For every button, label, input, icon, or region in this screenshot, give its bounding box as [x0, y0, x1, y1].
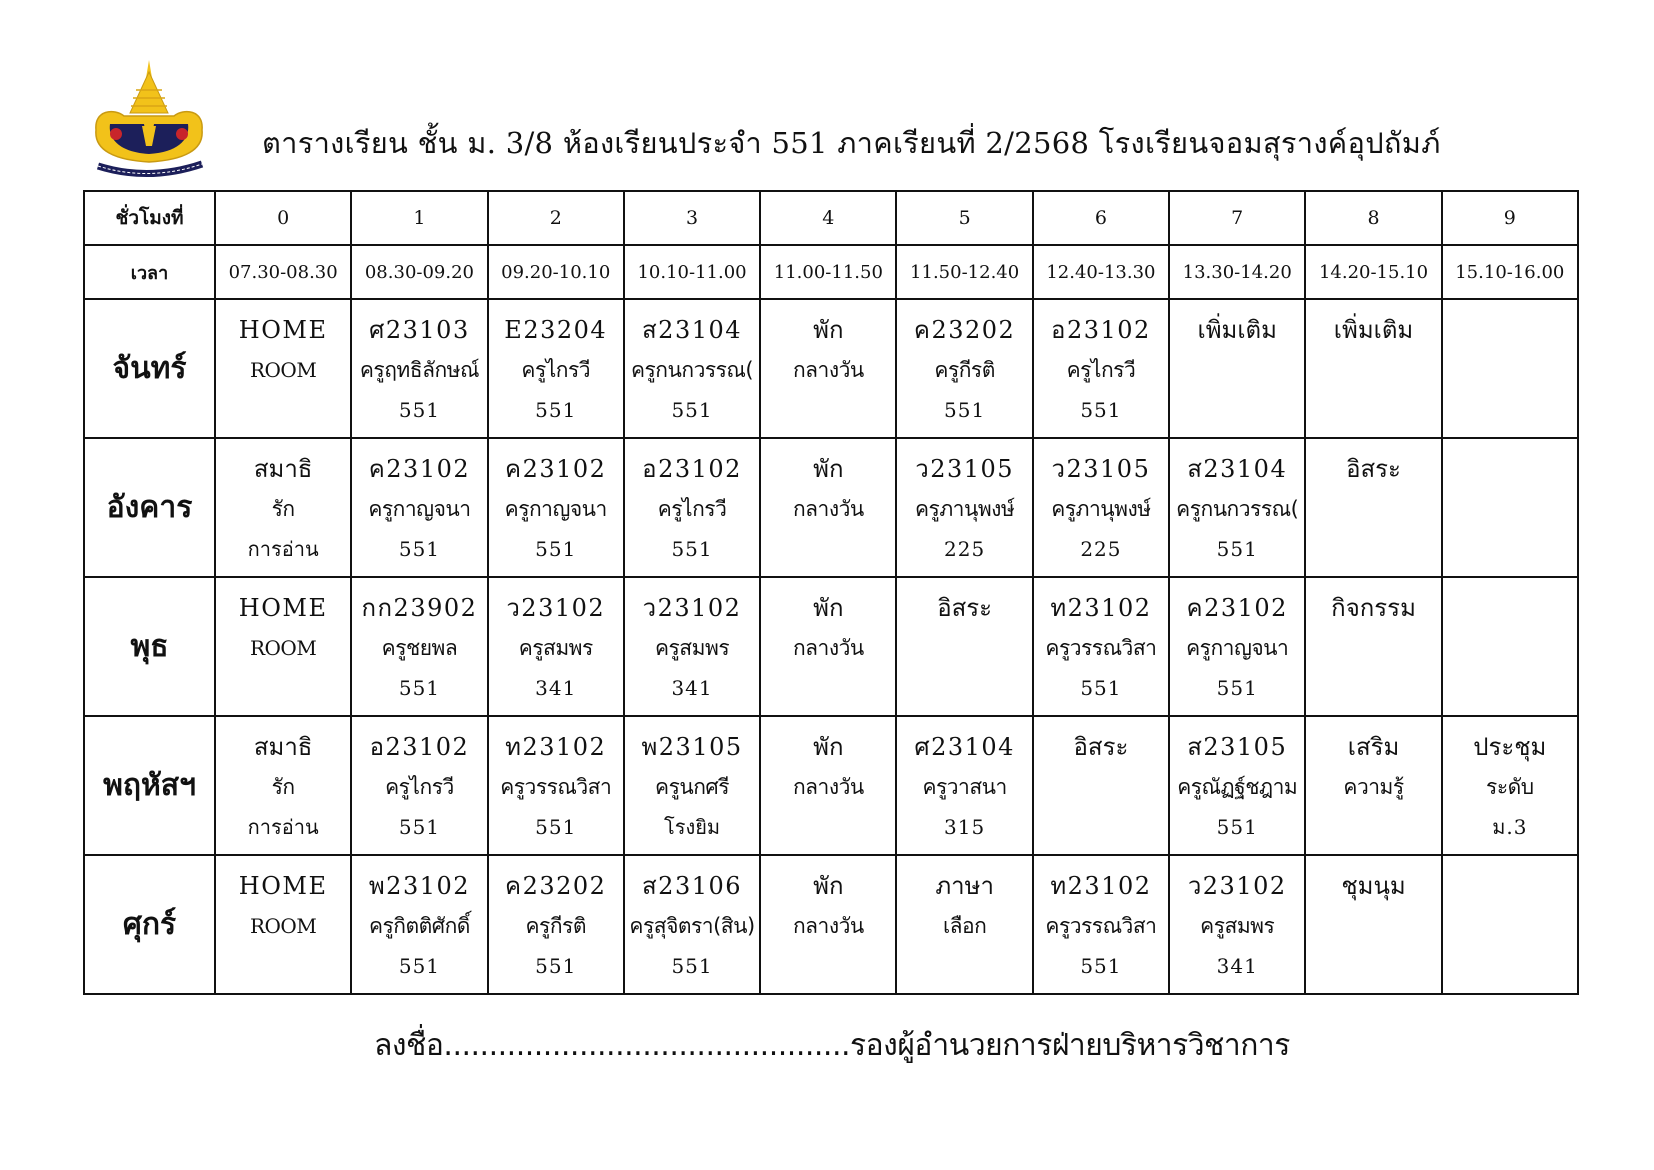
- teacher-name: ครูนกศรี: [655, 775, 730, 799]
- day-name: ศุกร์: [84, 855, 215, 994]
- subject-code: ประชุม: [1473, 733, 1547, 761]
- room-number: 551: [671, 398, 713, 422]
- period-header-0: 0: [215, 191, 351, 245]
- room-number: 551: [1216, 815, 1258, 839]
- time-slot-4: 11.00-11.50: [760, 245, 896, 299]
- teacher-name: รัก: [271, 775, 295, 799]
- teacher-name: ครูไกรวี: [657, 497, 727, 521]
- signature-line: ลงชื่อ.............................................รองผู้อำนวยการฝ่ายบริหารวิชาการ: [374, 1028, 1290, 1063]
- subject-code: พัก: [813, 316, 844, 344]
- teacher-name: ความรู้: [1343, 775, 1404, 799]
- period-row: [84, 191, 1578, 245]
- class-cell: [1033, 299, 1169, 438]
- room-number: 551: [398, 954, 441, 978]
- subject-code: ชุมนุม: [1341, 872, 1406, 900]
- teacher-name: ครูสมพร: [654, 636, 730, 660]
- teacher-name: ครูกาญจนา: [504, 497, 607, 521]
- room-number: 551: [398, 676, 441, 700]
- time-slot-5: 11.50-12.40: [896, 245, 1032, 299]
- subject-code: ส23104: [1187, 455, 1288, 483]
- day-name: จันทร์: [84, 299, 215, 438]
- teacher-name: ครูกนกวรรณ(: [1176, 497, 1299, 521]
- teacher-name: กลางวัน: [792, 497, 864, 521]
- teacher-name: ครูกาญจนา: [1186, 636, 1289, 660]
- teacher-name: ครูวรรณวิสา: [500, 775, 612, 799]
- class-cell: [624, 716, 760, 855]
- class-cell: [1169, 716, 1305, 855]
- class-cell: [760, 299, 896, 438]
- class-cell: [215, 299, 351, 438]
- subject-code: พัก: [813, 594, 844, 622]
- subject-code: อิสระ: [937, 594, 993, 622]
- class-cell: [351, 299, 487, 438]
- class-cell: [1442, 716, 1578, 855]
- teacher-name: ครูกิตติศักดิ์: [368, 914, 470, 938]
- class-cell: [896, 438, 1032, 577]
- time-slot-6: 12.40-13.30: [1033, 245, 1169, 299]
- subject-code: ศ23103: [369, 316, 470, 344]
- period-header-6: 6: [1033, 191, 1169, 245]
- room-number: 341: [1216, 954, 1258, 978]
- class-cell: [488, 438, 624, 577]
- class-cell: [488, 716, 624, 855]
- subject-code: ท23102: [1050, 594, 1152, 622]
- class-cell: [624, 299, 760, 438]
- teacher-name: ครูกาญจนา: [368, 497, 471, 521]
- time-slot-9: 15.10-16.00: [1442, 245, 1578, 299]
- day-row: [84, 577, 1578, 716]
- teacher-name: ครูภานุพงษ์: [915, 497, 1015, 521]
- class-cell: [215, 577, 351, 716]
- room-number: การอ่าน: [247, 537, 319, 561]
- room-number: 315: [944, 815, 986, 839]
- period-header-2: 2: [488, 191, 624, 245]
- teacher-name: ครูชยพล: [381, 636, 458, 660]
- class-cell: [1305, 716, 1441, 855]
- class-cell: [1442, 577, 1578, 716]
- subject-code: ว23105: [915, 455, 1015, 483]
- subject-code: สมาธิ: [253, 455, 313, 483]
- teacher-name: ครูวาสนา: [922, 775, 1007, 799]
- teacher-name: ครูกีรติ: [525, 914, 586, 938]
- class-cell: [488, 299, 624, 438]
- class-cell: [351, 855, 487, 994]
- subject-code: เพิ่มเติม: [1333, 316, 1414, 344]
- subject-code: ส23105: [1187, 733, 1288, 761]
- school-crest-icon: [84, 58, 214, 183]
- class-cell: [624, 438, 760, 577]
- teacher-name: ครูไกรวี: [1066, 358, 1136, 382]
- period-header-1: 1: [351, 191, 487, 245]
- period-label: ชั่วโมงที่: [84, 191, 215, 245]
- subject-code: ภาษา: [935, 872, 994, 900]
- teacher-name: กลางวัน: [792, 636, 864, 660]
- class-cell: [1442, 299, 1578, 438]
- time-slot-1: 08.30-09.20: [351, 245, 487, 299]
- day-row: [84, 716, 1578, 855]
- room-number: 551: [944, 398, 986, 422]
- subject-code: สมาธิ: [253, 733, 313, 761]
- subject-code: ส23104: [642, 316, 743, 344]
- room-number: 551: [398, 537, 441, 561]
- class-cell: [896, 299, 1032, 438]
- subject-code: ว23102: [1187, 872, 1287, 900]
- room-number: 551: [1080, 676, 1122, 700]
- subject-code: อิสระ: [1346, 455, 1401, 483]
- teacher-name: ครูฤทธิลักษณ์: [359, 358, 479, 382]
- class-cell: [1033, 438, 1169, 577]
- class-cell: [351, 438, 487, 577]
- class-cell: [1169, 299, 1305, 438]
- subject-code: อ23102: [369, 733, 470, 761]
- room-number: 551: [398, 815, 441, 839]
- room-number: 551: [1080, 954, 1122, 978]
- class-cell: [488, 577, 624, 716]
- room-number: 551: [671, 537, 713, 561]
- teacher-name: ครูไกรวี: [385, 775, 454, 799]
- day-row: [84, 855, 1578, 994]
- subject-code: ท23102: [1050, 872, 1152, 900]
- class-cell: [896, 855, 1032, 994]
- time-row: [84, 245, 1578, 299]
- class-cell: [624, 855, 760, 994]
- time-slot-2: 09.20-10.10: [488, 245, 624, 299]
- time-slot-7: 13.30-14.20: [1169, 245, 1305, 299]
- subject-code: ค23202: [913, 316, 1016, 344]
- period-header-8: 8: [1305, 191, 1441, 245]
- subject-code: ส23106: [642, 872, 743, 900]
- period-header-5: 5: [896, 191, 1032, 245]
- subject-code: อิสระ: [1073, 733, 1129, 761]
- class-cell: [1305, 299, 1441, 438]
- room-number: 341: [671, 676, 713, 700]
- subject-code: HOME: [238, 872, 328, 900]
- class-cell: [624, 577, 760, 716]
- class-cell: [1305, 577, 1441, 716]
- subject-code: ค23202: [505, 872, 607, 900]
- time-label: เวลา: [84, 245, 215, 299]
- class-cell: [896, 716, 1032, 855]
- room-number: 225: [1080, 537, 1122, 561]
- period-header-3: 3: [624, 191, 760, 245]
- day-row: [84, 299, 1578, 438]
- time-slot-3: 10.10-11.00: [624, 245, 760, 299]
- class-cell: [760, 577, 896, 716]
- subject-code: ศ23104: [914, 733, 1015, 761]
- subject-code: พัก: [813, 872, 844, 900]
- time-slot-8: 14.20-15.10: [1305, 245, 1441, 299]
- subject-code: ค23102: [505, 455, 607, 483]
- class-cell: [215, 716, 351, 855]
- room-number: ม.3: [1492, 815, 1528, 839]
- class-cell: [1169, 577, 1305, 716]
- room-number: 551: [671, 954, 713, 978]
- teacher-name: กลางวัน: [792, 775, 864, 799]
- class-cell: [896, 577, 1032, 716]
- teacher-name: ครูกีรติ: [934, 358, 995, 382]
- subject-code: พัก: [813, 733, 844, 761]
- subject-code: อ23102: [642, 455, 742, 483]
- subject-code: พ23105: [641, 733, 743, 761]
- class-cell: [1169, 855, 1305, 994]
- class-cell: [1169, 438, 1305, 577]
- class-cell: [1442, 438, 1578, 577]
- room-number: 551: [1216, 537, 1258, 561]
- subject-code: ว23102: [642, 594, 742, 622]
- teacher-name: ROOM: [249, 358, 317, 382]
- class-cell: [1305, 855, 1441, 994]
- teacher-name: กลางวัน: [792, 914, 864, 938]
- teacher-name: รัก: [271, 497, 295, 521]
- teacher-name: ครูวรรณวิสา: [1045, 914, 1157, 938]
- subject-code: ค23102: [368, 455, 471, 483]
- day-name: พุธ: [84, 577, 215, 716]
- class-cell: [351, 577, 487, 716]
- subject-code: ว23102: [506, 594, 606, 622]
- subject-code: HOME: [238, 594, 328, 622]
- day-name: อังคาร: [84, 438, 215, 577]
- subject-code: พ23102: [368, 872, 471, 900]
- subject-code: เสริม: [1347, 733, 1400, 761]
- teacher-name: ROOM: [249, 914, 317, 938]
- class-cell: [1033, 716, 1169, 855]
- class-cell: [1442, 855, 1578, 994]
- timetable: [83, 190, 1579, 995]
- teacher-name: ระดับ: [1486, 775, 1534, 799]
- period-header-9: 9: [1442, 191, 1578, 245]
- room-number: 341: [535, 676, 577, 700]
- teacher-name: กลางวัน: [792, 358, 864, 382]
- class-cell: [760, 716, 896, 855]
- class-cell: [215, 855, 351, 994]
- subject-code: ว23105: [1051, 455, 1151, 483]
- class-cell: [1033, 577, 1169, 716]
- teacher-name: ครูวรรณวิสา: [1045, 636, 1157, 660]
- subject-code: ค23102: [1186, 594, 1288, 622]
- subject-code: พัก: [813, 455, 844, 483]
- subject-code: กิจกรรม: [1331, 594, 1416, 622]
- room-number: 551: [535, 537, 577, 561]
- teacher-name: เลือก: [942, 914, 987, 938]
- day-name: พฤหัสฯ: [84, 716, 215, 855]
- teacher-name: ครูกนกวรรณ(: [630, 358, 754, 382]
- class-cell: [215, 438, 351, 577]
- room-number: 551: [1216, 676, 1258, 700]
- subject-code: กก23902: [361, 594, 478, 622]
- class-cell: [1305, 438, 1441, 577]
- subject-code: HOME: [238, 316, 328, 344]
- period-header-4: 4: [760, 191, 896, 245]
- period-header-7: 7: [1169, 191, 1305, 245]
- teacher-name: ครูไกรวี: [521, 358, 591, 382]
- room-number: 551: [535, 398, 577, 422]
- room-number: โรงยิม: [663, 815, 721, 839]
- teacher-name: ครูณัฏฐ์ชฎาม: [1177, 775, 1298, 799]
- subject-code: ท23102: [505, 733, 607, 761]
- teacher-name: ROOM: [249, 636, 317, 660]
- teacher-name: ครูสมพร: [518, 636, 593, 660]
- room-number: 551: [398, 398, 441, 422]
- time-slot-0: 07.30-08.30: [215, 245, 351, 299]
- subject-code: อ23102: [1051, 316, 1151, 344]
- class-cell: [1033, 855, 1169, 994]
- teacher-name: ครูสมพร: [1200, 914, 1275, 938]
- class-cell: [760, 855, 896, 994]
- day-row: [84, 438, 1578, 577]
- room-number: 225: [944, 537, 986, 561]
- teacher-name: ครูสุจิตรา(สิน): [629, 914, 755, 938]
- subject-code: E23204: [504, 316, 608, 344]
- room-number: การอ่าน: [247, 815, 319, 839]
- class-cell: [351, 716, 487, 855]
- room-number: 551: [535, 815, 577, 839]
- class-cell: [488, 855, 624, 994]
- page-title: ตารางเรียน ชั้น ม. 3/8 ห้องเรียนประจำ 551 ภาคเรียนที่ 2/2568 โรงเรียนจอมสุรางค์อุปถัมภ์: [262, 126, 1441, 160]
- teacher-name: ครูภานุพงษ์: [1051, 497, 1151, 521]
- subject-code: เพิ่มเติม: [1197, 316, 1277, 344]
- room-number: 551: [1080, 398, 1122, 422]
- room-number: 551: [535, 954, 577, 978]
- class-cell: [760, 438, 896, 577]
